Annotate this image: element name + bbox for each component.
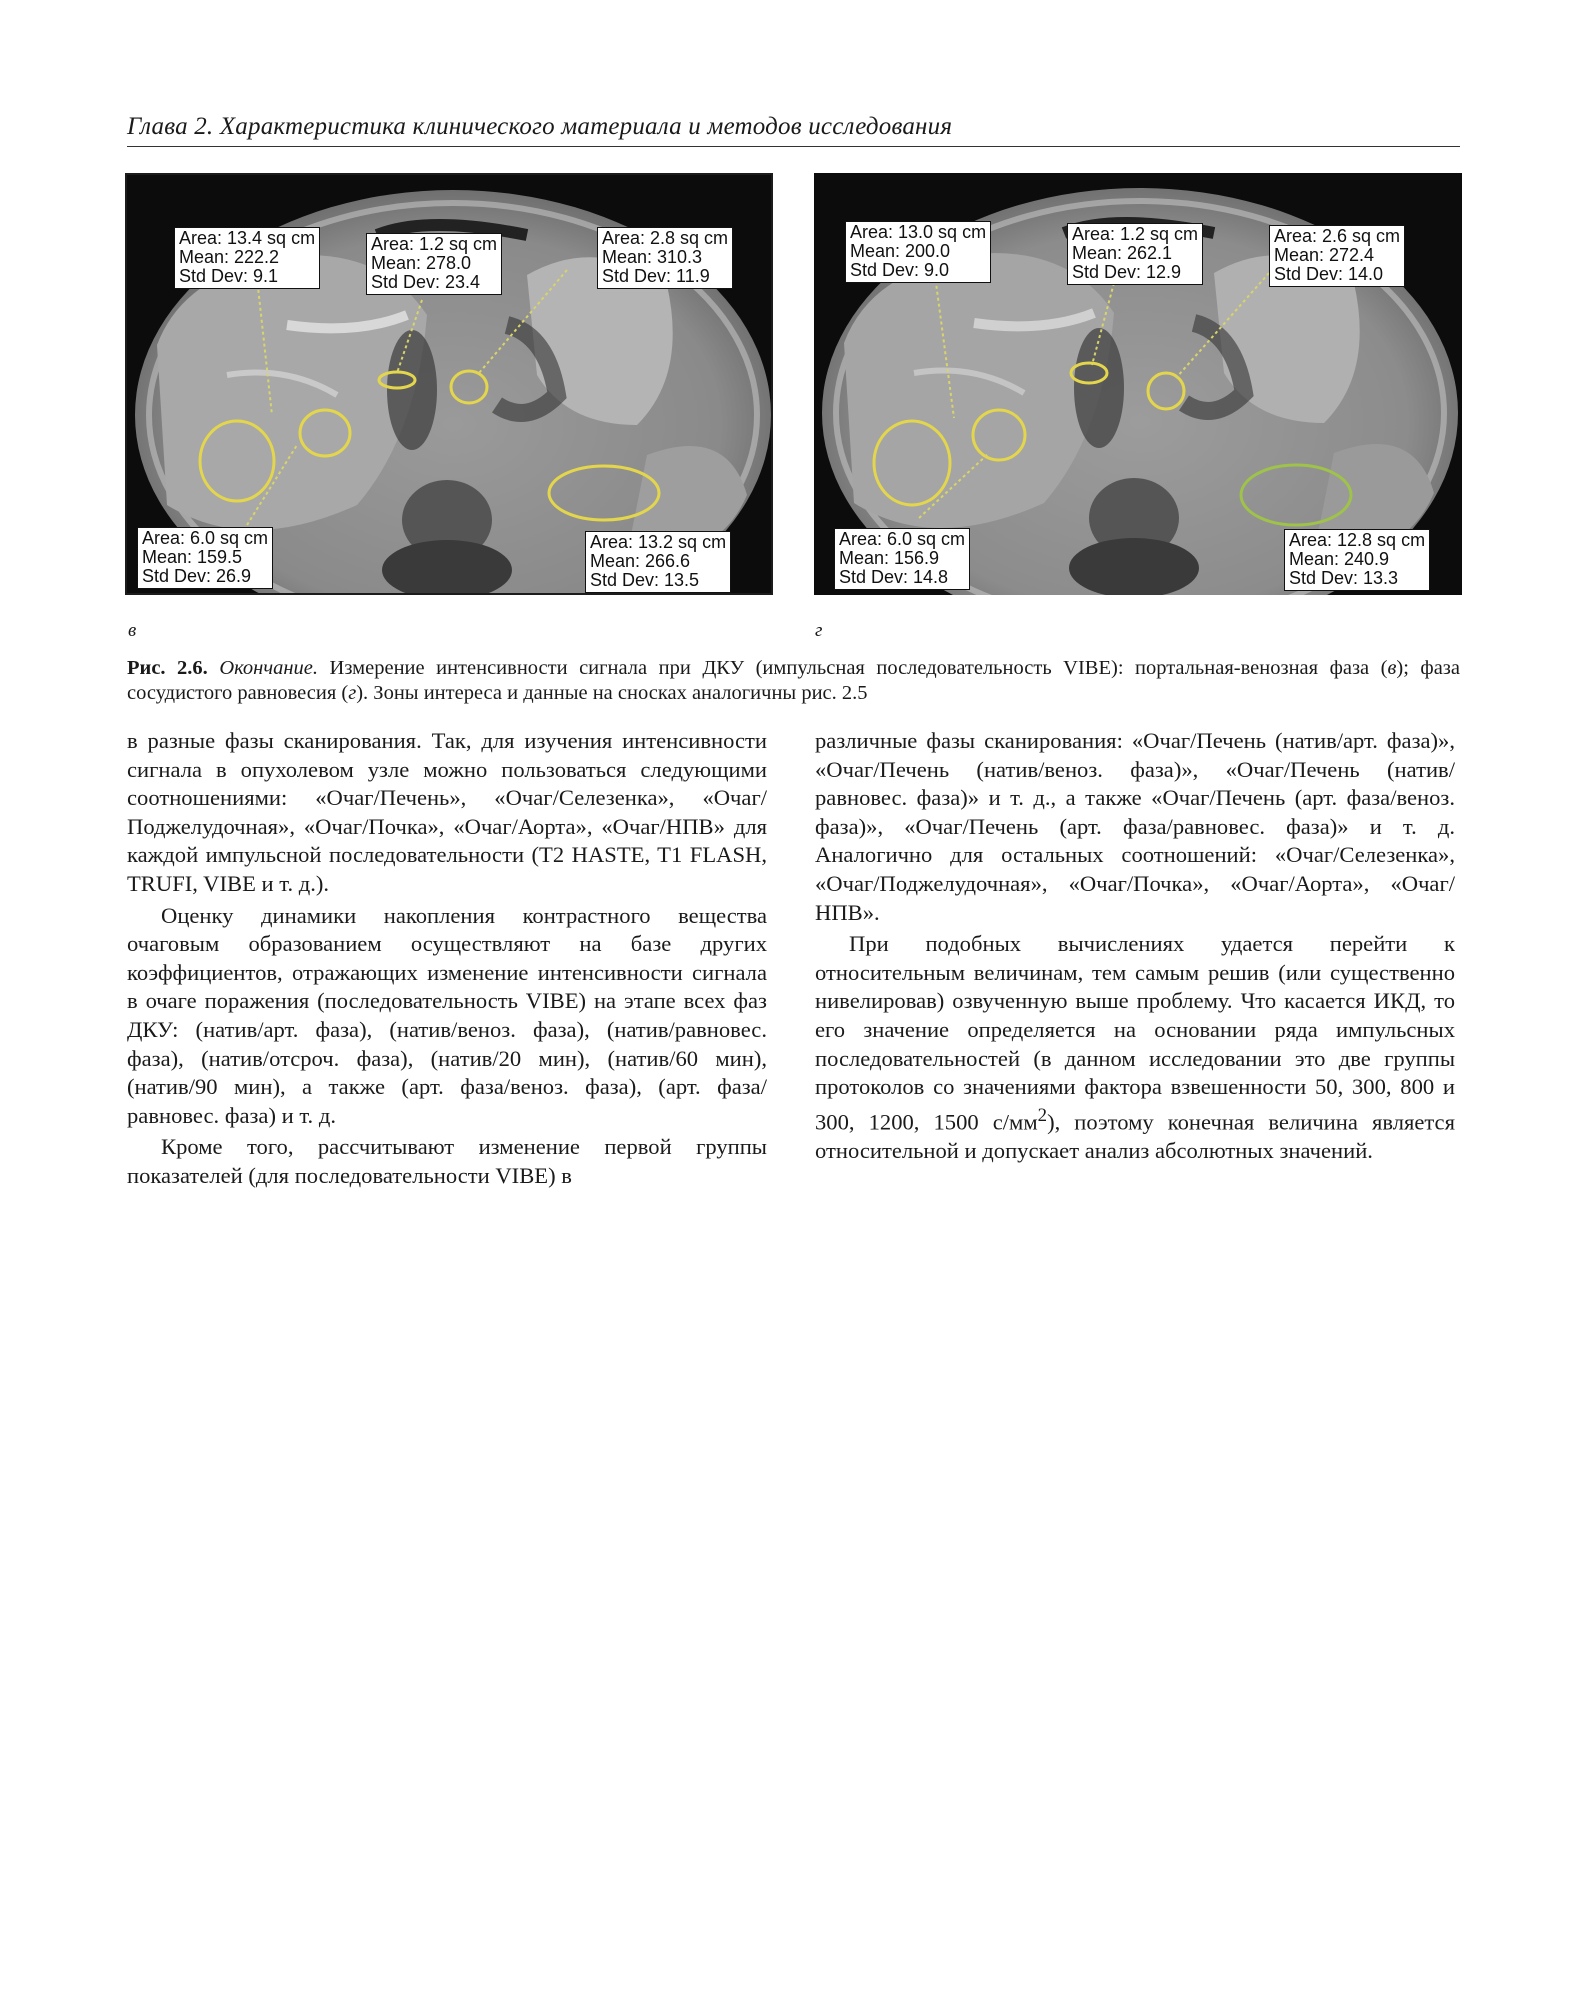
running-head: Глава 2. Характеристика клинического материала и методов исследования bbox=[127, 112, 1460, 147]
paragraph: Кроме того, рассчитывают изменение первой группы показателей (для последовательности VIBE) в bbox=[127, 1134, 767, 1188]
body-column-right bbox=[815, 727, 1455, 1165]
body-column-left bbox=[127, 727, 767, 1191]
paragraph-text: При подобных вычислениях удается перейти к относительным величинам, тем самым решив (или существенно нивелировав) озвученную выше проблему. Что касается ИКД, то его значение определяется на основании ряда импульсных последовательностей (в данном исследовании это две группы протоколов со значениями фактора взвешенности 50, 300, 800 и 300, 1200, 1500 с/мм bbox=[815, 931, 1455, 1135]
callout-mean: Mean: 272.4 bbox=[1274, 245, 1375, 265]
callout-std: Std Dev: 11.9 bbox=[602, 266, 710, 286]
superscript: 2 bbox=[1037, 1104, 1048, 1126]
callout-mean: Mean: 266.6 bbox=[590, 551, 691, 571]
caption-text: ); фаза сосудистого равновесия ( bbox=[127, 657, 1460, 704]
mri-scan-portal-venous bbox=[125, 173, 773, 595]
callout-area: Area: 12.8 sq cm bbox=[1289, 530, 1426, 550]
callout-area: Area: 13.0 sq cm bbox=[850, 222, 987, 242]
callout-std: Std Dev: 13.5 bbox=[590, 570, 700, 590]
callout-mean: Mean: 240.9 bbox=[1289, 549, 1390, 569]
callout-ivc bbox=[1067, 223, 1203, 285]
paragraph: Оценку динамики накопления контрастного вещества очаговым образованием осуществляют на базе других коэффициентов, отражающих изменение интенсивности сигнала в очаге поражения (последовательность VIBE) на этапе всех фаз ДКУ: (натив/арт. фаза), (натив/веноз. фаза), (натив/равновес. фаза), (натив/отсроч. фаза), (натив/20 мин), (натив/60 мин), (натив/90 мин), а также (арт. фаза/веноз. фаза), (арт. фаза/равновес. фаза) и т. д. bbox=[127, 902, 767, 1128]
callout-area: Area: 2.8 sq cm bbox=[602, 228, 729, 248]
callout-liver bbox=[845, 221, 991, 283]
callout-ivc bbox=[366, 233, 502, 295]
callout-std: Std Dev: 9.0 bbox=[850, 260, 950, 280]
callout-mean: Mean: 159.5 bbox=[142, 547, 243, 567]
callout-lesion bbox=[137, 527, 273, 589]
figure-number: Рис. 2.6. bbox=[127, 657, 208, 679]
panel-letter-v: в bbox=[128, 620, 137, 641]
callout-mean: Mean: 262.1 bbox=[1072, 243, 1173, 263]
callout-std: Std Dev: 23.4 bbox=[371, 272, 481, 292]
callout-area: Area: 2.6 sq cm bbox=[1274, 226, 1401, 246]
callout-mean: Mean: 278.0 bbox=[371, 253, 472, 273]
callout-mean: Mean: 156.9 bbox=[839, 548, 940, 568]
callout-mean: Mean: 200.0 bbox=[850, 241, 951, 261]
paragraph: различные фазы сканирования: «Очаг/Печень (натив/арт. фаза)», «Очаг/Печень (натив/веноз. фаза)», «Очаг/Печень (натив/равновес. фаза)» и т. д., а также «Очаг/Печень (арт. фаза/веноз. фаза)», «Очаг/Печень (арт. фаза/равновес. фаза)» и т. д. Аналогично для остальных соотношений: «Очаг/Селезенка», «Очаг/Поджелудочная», «Очаг/Почка», «Очаг/Аорта», «Очаг/НПВ». bbox=[815, 728, 1455, 925]
caption-letter: г bbox=[348, 682, 357, 704]
callout-lesion bbox=[834, 528, 970, 590]
caption-letter: в bbox=[1387, 657, 1397, 679]
callout-liver bbox=[174, 227, 320, 289]
callout-aorta bbox=[1269, 225, 1405, 287]
caption-text: ). Зоны интереса и данные на сносках аналогичны рис. 2.5 bbox=[356, 682, 868, 704]
caption-continuation: Окончание. bbox=[219, 657, 319, 679]
paragraph bbox=[815, 930, 1455, 1165]
mri-scan-equilibrium bbox=[814, 173, 1462, 595]
callout-mean: Mean: 222.2 bbox=[179, 247, 280, 267]
callout-area: Area: 13.4 sq cm bbox=[179, 228, 316, 248]
callout-std: Std Dev: 13.3 bbox=[1289, 568, 1399, 588]
callout-std: Std Dev: 14.0 bbox=[1274, 264, 1384, 284]
callout-area: Area: 6.0 sq cm bbox=[142, 528, 269, 548]
callout-std: Std Dev: 12.9 bbox=[1072, 262, 1182, 282]
callout-std: Std Dev: 26.9 bbox=[142, 566, 252, 586]
paragraph: в разные фазы сканирования. Так, для изучения интенсивности сигнала в опухолевом узле можно пользоваться следующими соотношениями: «Очаг/Печень», «Очаг/Селезенка», «Очаг/Поджелудочная», «Очаг/Почка», «Очаг/Аорта», «Очаг/НПВ» для каждой импульсной последовательности (T2 HASTE, T1 FLASH, TRUFI, VIBE и т. д.). bbox=[127, 728, 767, 896]
callout-area: Area: 1.2 sq cm bbox=[1072, 224, 1199, 244]
callout-spleen bbox=[1284, 529, 1430, 591]
paragraph-text: ), поэтому конечная величина является относительной и допускает анализ абсолютных значений. bbox=[815, 1109, 1455, 1163]
callout-std: Std Dev: 9.1 bbox=[179, 266, 279, 286]
caption-text: Измерение интенсивности сигнала при ДКУ (импульсная последовательность VIBE): портальная-венозная фаза ( bbox=[329, 657, 1388, 679]
panel-letter-g: г bbox=[815, 620, 823, 641]
callout-aorta bbox=[597, 227, 733, 289]
figure-caption bbox=[127, 656, 1460, 706]
callout-area: Area: 1.2 sq cm bbox=[371, 234, 498, 254]
callout-std: Std Dev: 14.8 bbox=[839, 567, 949, 587]
callout-area: Area: 6.0 sq cm bbox=[839, 529, 966, 549]
callout-mean: Mean: 310.3 bbox=[602, 247, 703, 267]
callout-area: Area: 13.2 sq cm bbox=[590, 532, 727, 552]
callout-spleen bbox=[585, 531, 731, 593]
